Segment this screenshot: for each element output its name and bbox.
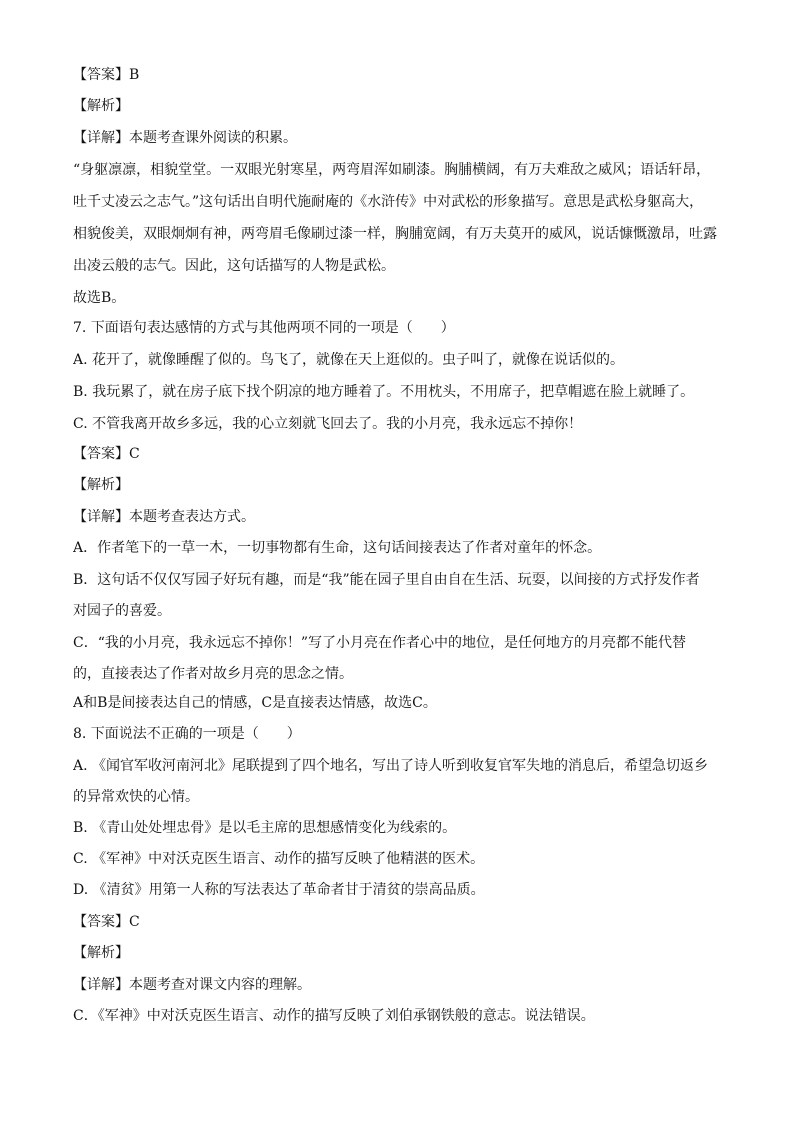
option-a: A. 《闻官军收河南河北》尾联提到了四个地名，写出了诗人听到收复官军失地的消息后，希望急切返乡	[73, 758, 709, 774]
detail-line: 吐千丈凌云之志气。”这句话出自明代施耐庵的《水浒传》中对武松的形象描写。意思是武松身躯高大，	[73, 194, 704, 210]
detail-line: 【详解】本题考查表达方式。	[73, 509, 255, 525]
detail-line: 相貌俊美，双眼炯炯有神，两弯眉毛像刷过漆一样，胸脯宽阔，有万夫莫开的威风，说话慷慨激昂，吐露	[73, 226, 717, 242]
question-7: 7. 下面语句表达感情的方式与其他两项不同的一项是（ ）	[73, 320, 455, 336]
detail-line: 出凌云般的志气。因此，这句话描写的人物是武松。	[73, 258, 395, 274]
answer-label: 【答案】B	[73, 67, 140, 83]
detail-line: “身躯凛凛，相貌堂堂。一双眼光射寒星，两弯眉浑如刷漆。胸脯横阔，有万夫难敌之威风；语话轩昂，	[73, 162, 711, 178]
option-c: C. 不管我离开故乡多远，我的心立刻就飞回去了。我的小月亮，我永远忘不掉你！	[73, 416, 583, 432]
detail-line: 对园子的喜爱。	[73, 603, 171, 619]
option-d: D. 《清贫》用第一人称的写法表达了革命者甘于清贫的崇高品质。	[73, 882, 485, 898]
option-a: A. 花开了，就像睡醒了似的。鸟飞了，就像在天上逛似的。虫子叫了，就像在说话似的。	[73, 352, 625, 368]
detail-line: 【详解】本题考查对课文内容的理解。	[73, 977, 311, 993]
analysis-label: 【解析】	[73, 477, 129, 493]
conclusion-line: 故选B。	[73, 290, 126, 306]
option-b: B. 我玩累了，就在房子底下找个阴凉的地方睡着了。不用枕头，不用席子，把草帽遮在脸上就睡了。	[73, 384, 695, 400]
detail-line: B．这句话不仅仅写园子好玩有趣，而是“我”能在园子里自由自在生活、玩耍，以间接的方式抒发作者	[73, 572, 700, 588]
option-c: C. 《军神》中对沃克医生语言、动作的描写反映了他精湛的医术。	[73, 851, 485, 867]
detail-line: C．《军神》中对沃克医生语言、动作的描写反映了刘伯承钢铁般的意志。说法错误。	[73, 1008, 595, 1024]
detail-line: 【详解】本题考查课外阅读的积累。	[73, 130, 297, 146]
analysis-label: 【解析】	[73, 945, 129, 961]
option-b: B. 《青山处处埋忠骨》是以毛主席的思想感情变化为线索的。	[73, 820, 457, 836]
detail-line: 的，直接表达了作者对故乡月亮的思念之情。	[73, 666, 353, 682]
answer-label: 【答案】C	[73, 914, 140, 930]
question-8: 8. 下面说法不正确的一项是（ ）	[73, 726, 301, 742]
option-a-continued: 的异常欢快的心情。	[73, 789, 199, 805]
detail-line: A．作者笔下的一草一木，一切事物都有生命，这句话间接表达了作者对童年的怀念。	[73, 540, 602, 556]
conclusion-line: A和B是间接表达自己的情感，C是直接表达情感，故选C。	[73, 695, 437, 711]
answer-label: 【答案】C	[73, 446, 140, 462]
detail-line: C．“我的小月亮，我永远忘不掉你！”写了小月亮在作者心中的地位，是任何地方的月亮都不能代替	[73, 635, 687, 651]
analysis-label: 【解析】	[73, 98, 129, 114]
